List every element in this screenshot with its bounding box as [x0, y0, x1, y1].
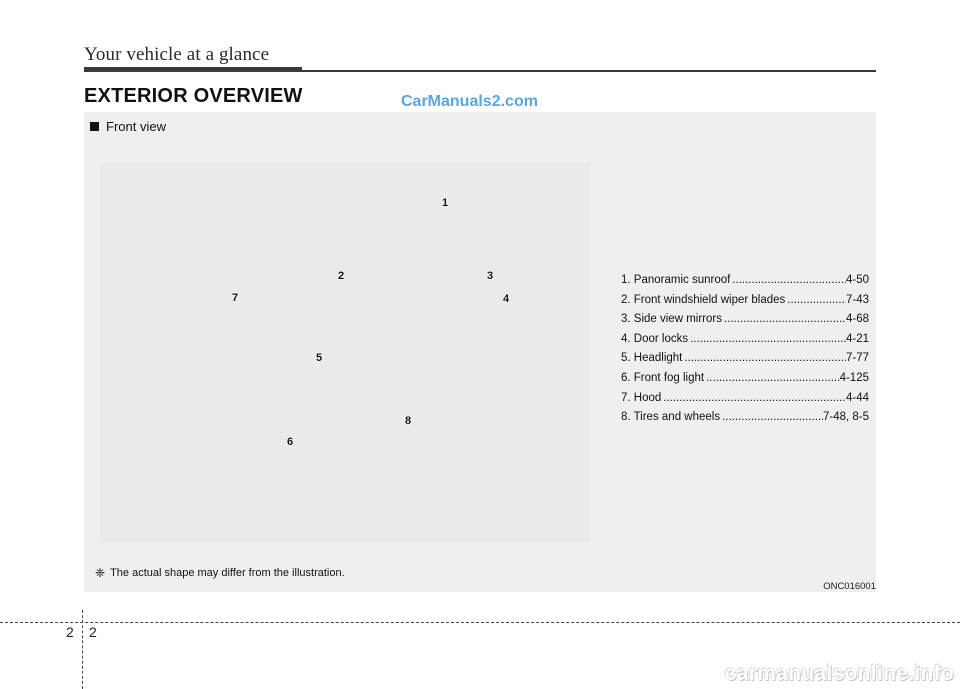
legend-item: 4. Door locks ..... 4-21 — [621, 330, 869, 350]
legend-item: 8. Tires and wheels ..... 7-48, 8-5 — [621, 408, 869, 428]
legend-item: 5. Headlight ..... 7-77 — [621, 349, 869, 369]
callout-4: 4 — [503, 293, 510, 305]
figure-heading-label: Front view — [106, 119, 166, 134]
callout-7: 7 — [232, 292, 239, 304]
figure-code: ONC016001 — [823, 581, 876, 592]
disclaimer-note — [95, 566, 345, 580]
disclaimer-text: The actual shape may differ from the illustration. — [110, 567, 345, 579]
watermark-top: CarManuals2.com — [401, 93, 538, 110]
legend-item: 2. Front windshield wiper blades ..... 7-43 — [621, 291, 869, 311]
page-title: EXTERIOR OVERVIEW — [84, 85, 303, 107]
footer-divider — [0, 622, 960, 623]
legend-item: 7. Hood ..... 4-44 — [621, 389, 869, 409]
legend-item: 1. Panoramic sunroof ..... 4-50 — [621, 271, 869, 291]
parts-legend — [621, 271, 869, 428]
header-rule-thick — [84, 67, 302, 72]
figure-heading — [90, 119, 166, 134]
callout-8: 8 — [405, 415, 412, 427]
page-number: 2 — [89, 624, 97, 640]
note-mark-icon: ❈ — [95, 566, 106, 580]
legend-item: 6. Front fog light ..... 4-125 — [621, 369, 869, 389]
chapter-number: 2 — [66, 624, 74, 640]
watermark-bottom: carmanualsonline.info — [724, 662, 954, 685]
callout-3: 3 — [487, 270, 494, 282]
callout-5: 5 — [316, 352, 323, 364]
vehicle-illustration — [100, 163, 590, 543]
square-bullet-icon — [90, 122, 99, 131]
callout-2: 2 — [338, 270, 345, 282]
footer-vertical-divider — [82, 610, 83, 689]
section-header: Your vehicle at a glance — [84, 44, 270, 65]
callout-1: 1 — [442, 197, 449, 209]
callout-6: 6 — [287, 436, 294, 448]
legend-item: 3. Side view mirrors ..... 4-68 — [621, 310, 869, 330]
header-rule-thin — [302, 70, 876, 72]
